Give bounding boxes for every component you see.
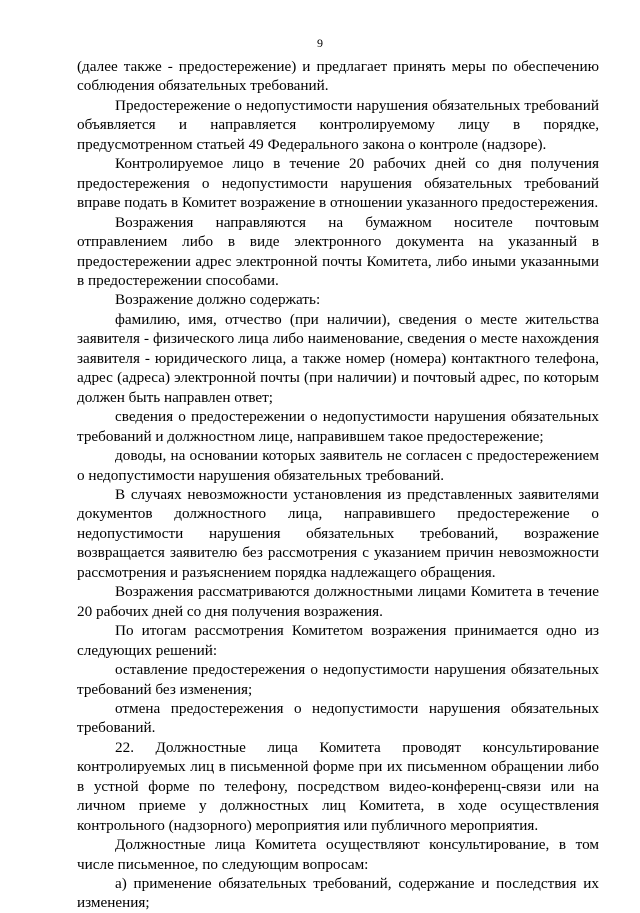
- paragraph-warning-announcement: Предостережение о недопустимости нарушения обязательных требований объявляется и направляется контролируемому лицу в порядке, предусмотренном статьей 49 Федерального закона о контроле (надзоре).: [77, 96, 599, 153]
- paragraph-decision-keep: оставление предостережения о недопустимости нарушения обязательных требований без изменения;: [77, 661, 599, 698]
- document-body: [77, 57, 599, 913]
- paragraph-objection-right: Контролируемое лицо в течение 20 рабочих дней со дня получения предостережения о недопустимости нарушения обязательных требований вправе подать в Комитет возражение в отношении указанного предостережения.: [77, 155, 599, 212]
- paragraph-section-22-consulting: 22. Должностные лица Комитета проводят консультирование контролируемых лиц в письменной форме при их письменном обращении либо в устной форме по телефону, посредством видео-конференц-связи или на личном приеме у должностных лиц Комитета, в ходе осуществления контрольного (надзорного) мероприятия или публичного мероприятия.: [77, 738, 599, 834]
- paragraph-objection-arguments: доводы, на основании которых заявитель не согласен с предостережением о недопустимости нарушения обязательных требований.: [77, 447, 599, 484]
- paragraph-objection-return: В случаях невозможности установления из представленных заявителями документов должностного лица, направившего предостережение о недопустимости нарушения обязательных требований, возражение возвращается заявителю без рассмотрения с указанием причин невозможности рассмотрения и разъяснением порядка надлежащего обращения.: [77, 485, 599, 581]
- paragraph-objection-contents-heading: Возражение должно содержать:: [115, 291, 321, 309]
- page-number: 9: [317, 36, 323, 50]
- paragraph-warning-continuation: (далее также - предостережение) и предлагает принять меры по обеспечению соблюдения обязательных требований.: [77, 58, 599, 95]
- paragraph-topic-a: а) применение обязательных требований, содержание и последствия их изменения;: [77, 875, 599, 912]
- paragraph-consulting-topics: Должностные лица Комитета осуществляют консультирование, в том числе письменное, по следующим вопросам:: [77, 836, 599, 873]
- paragraph-objection-applicant-details: фамилию, имя, отчество (при наличии), сведения о месте жительства заявителя - физического лица либо наименование, сведения о месте нахождения заявителя - юридического лица, а также номер (номера) контактного телефона, адрес (адреса) электронной почты (при наличии) и почтовый адрес, по которым должен быть направлен ответ;: [77, 310, 599, 406]
- paragraph-review-decisions: По итогам рассмотрения Комитетом возражения принимается одно из следующих решений:: [77, 622, 599, 659]
- paragraph-objection-review-term: Возражения рассматриваются должностными лицами Комитета в течение 20 рабочих дней со дня получения возражения.: [77, 583, 599, 620]
- paragraph-decision-cancel: отмена предостережения о недопустимости нарушения обязательных требований.: [77, 699, 599, 737]
- paragraph-objection-delivery: Возражения направляются на бумажном носителе почтовым отправлением либо в виде электронного документа на указанный в предостережении адрес электронной почты Комитета, либо иными указанными в предостережении способами.: [77, 213, 599, 289]
- paragraph-objection-warning-details: сведения о предостережении о недопустимости нарушения обязательных требований и должностном лице, направившем такое предостережение;: [77, 408, 599, 445]
